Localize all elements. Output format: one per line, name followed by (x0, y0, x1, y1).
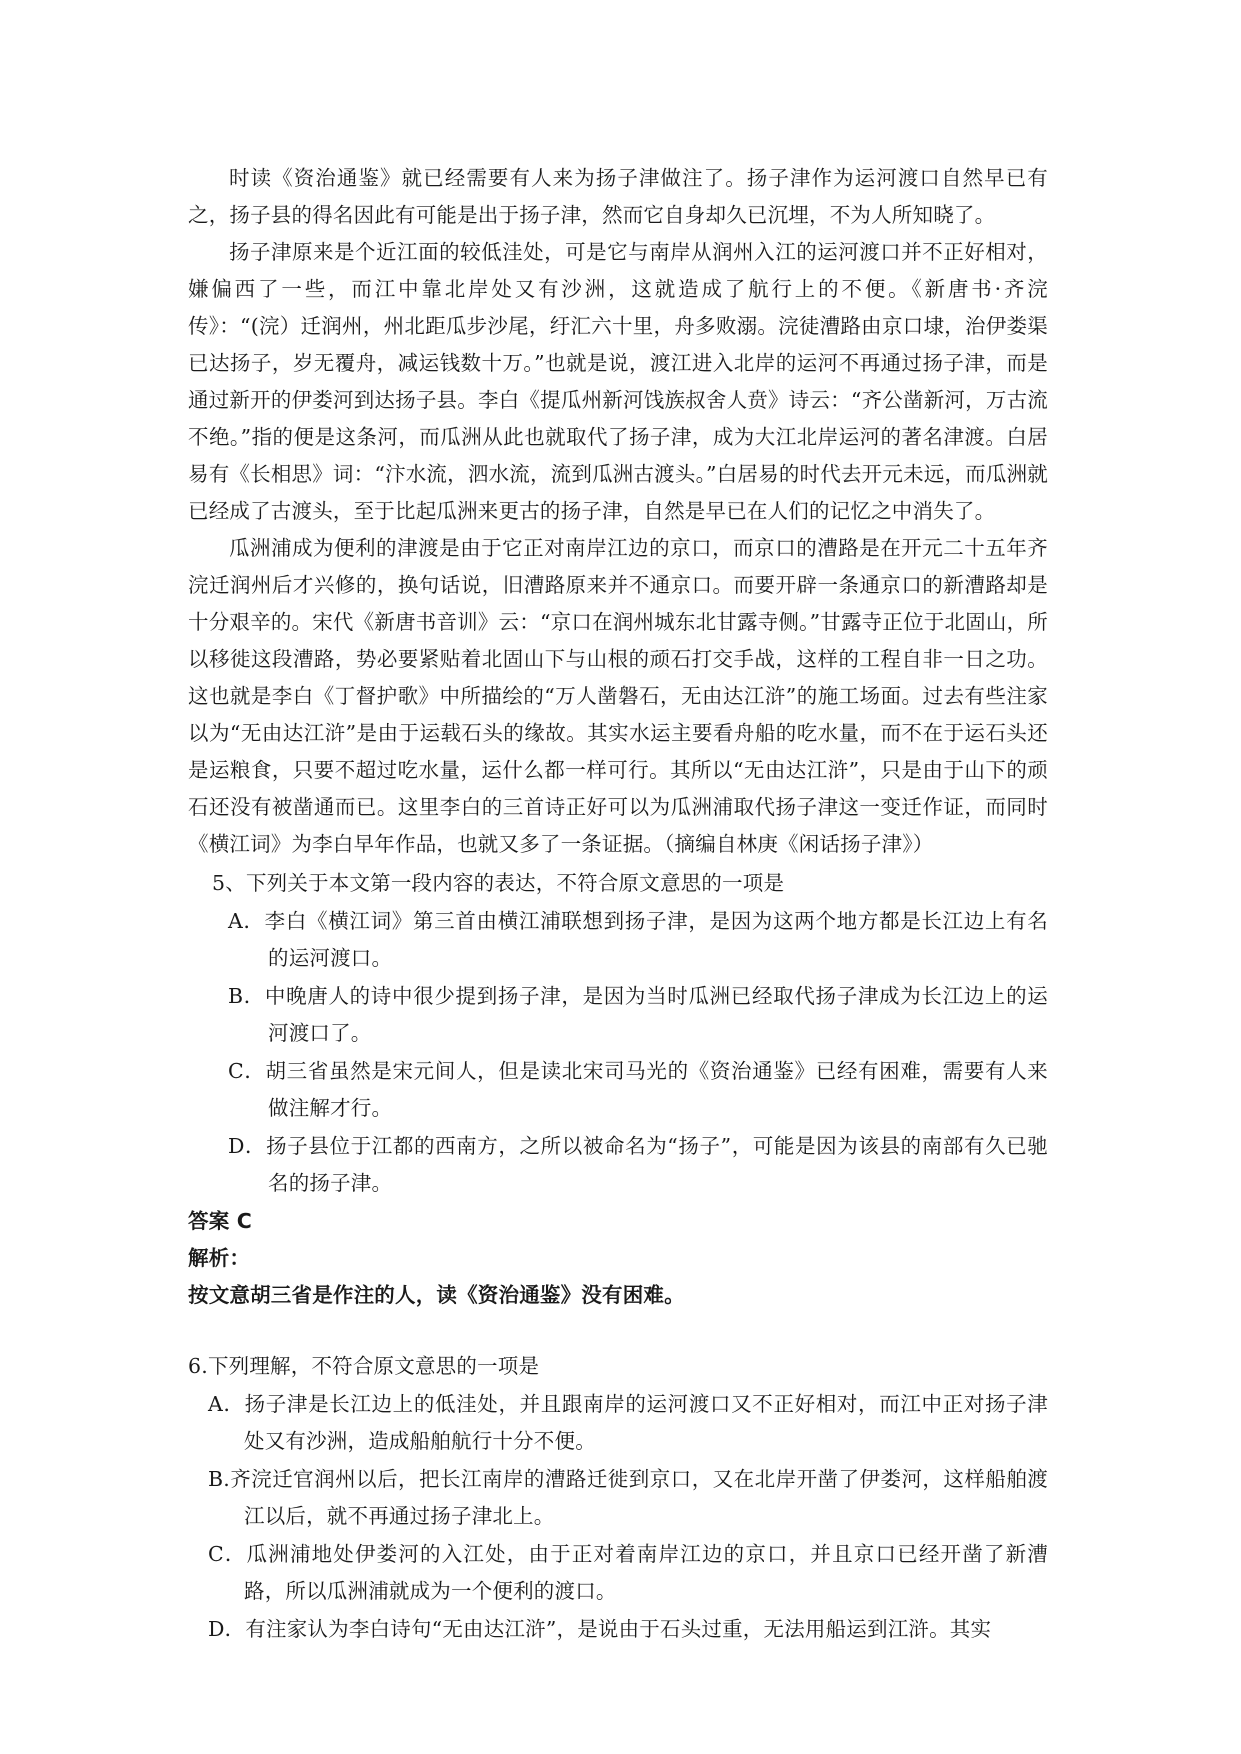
question-5-option-b: B．中晚唐人的诗中很少提到扬子津，是因为当时瓜洲已经取代扬子津成为长江边上的运河渡口了。 (228, 984, 1048, 1045)
question-5-analysis-label: 解析： (188, 1246, 251, 1270)
paragraph-3: 瓜洲浦成为便利的津渡是由于它正对南岸江边的京口，而京口的漕路是在开元二十五年齐浣迁润州后才兴修的，换句话说，旧漕路原来并不通京口。而要开辟一条通京口的新漕路却是十分艰辛的。宋代《新唐书音训》云：“京口在润州城东北甘露寺侧。”甘露寺正位于北固山，所以移徙这段漕路，势必要紧贴着北固山下与山根的顽石打交手战，这样的工程自非一日之功。这也就是李白《丁督护歌》中所描绘的“万人凿磐石，无由达江浒”的施工场面。过去有些注家以为“无由达江浒”是由于运载石头的缘故。其实水运主要看舟船的吃水量，而不在于运石头还是运粮食，只要不超过吃水量，运什么都一样可行。其所以“无由达江浒”，只是由于山下的顽石还没有被凿通而已。这里李白的三首诗正好可以为瓜洲浦取代扬子津这一变迁作证，而同时《横江词》为李白早年作品，也就又多了一条证据。（摘编自林庚《闲话扬子津》） (188, 536, 1048, 856)
document-body (188, 160, 1048, 1649)
spacer (188, 1314, 1048, 1348)
question-6-option-a: A．扬子津是长江边上的低洼处，并且跟南岸的运河渡口又不正好相对，而江中正对扬子津处又有沙洲，造成船舶航行十分不便。 (208, 1392, 1048, 1453)
question-5-stem: 5、下列关于本文第一段内容的表达，不符合原文意思的一项是 (212, 871, 785, 895)
question-6-stem: 6.下列理解，不符合原文意思的一项是 (188, 1354, 540, 1378)
question-5-answer: 答案 C (188, 1209, 252, 1233)
question-5-option-c: C．胡三省虽然是宋元间人，但是读北宋司马光的《资治通鉴》已经有困难，需要有人来做注解才行。 (228, 1059, 1048, 1120)
question-6-option-c: C．瓜洲浦地处伊娄河的入江处，由于正对着南岸江边的京口，并且京口已经开凿了新漕路，所以瓜洲浦就成为一个便利的渡口。 (208, 1542, 1048, 1603)
question-5-analysis: 按文意胡三省是作注的人，读《资治通鉴》没有困难。 (188, 1283, 685, 1307)
question-6-option-b: B.齐浣迁官润州以后，把长江南岸的漕路迁徙到京口，又在北岸开凿了伊娄河，这样船舶渡江以后，就不再通过扬子津北上。 (208, 1467, 1048, 1528)
paragraph-2: 扬子津原来是个近江面的较低洼处，可是它与南岸从润州入江的运河渡口并不正好相对，嫌偏西了一些，而江中靠北岸处又有沙洲，这就造成了航行上的不便。《新唐书·齐浣传》：“(浣）迁润州，州北距瓜步沙尾，纡汇六十里，舟多败溺。浣徒漕路由京口埭，治伊娄渠已达扬子，岁无覆舟，减运钱数十万。”也就是说，渡江进入北岸的运河不再通过扬子津，而是通过新开的伊娄河到达扬子县。李白《提瓜州新河饯族叔舍人贲》诗云：“齐公凿新河，万古流不绝。”指的便是这条河，而瓜洲从此也就取代了扬子津，成为大江北岸运河的著名津渡。白居易有《长相思》词：“汴水流，泗水流，流到瓜洲古渡头。”白居易的时代去开元未远，而瓜洲就已经成了古渡头，至于比起瓜洲来更古的扬子津，自然是早已在人们的记忆之中消失了。 (188, 240, 1048, 523)
question-6-option-d: D．有注家认为李白诗句“无由达江浒”，是说由于石头过重，无法用船运到江浒。其实 (208, 1617, 992, 1641)
question-5-option-d: D．扬子县位于江都的西南方，之所以被命名为“扬子”，可能是因为该县的南部有久已驰名的扬子津。 (228, 1134, 1048, 1195)
question-5-option-a: A．李白《横江词》第三首由横江浦联想到扬子津，是因为这两个地方都是长江边上有名的运河渡口。 (228, 909, 1048, 970)
paragraph-1: 时读《资治通鉴》就已经需要有人来为扬子津做注了。扬子津作为运河渡口自然早已有之，扬子县的得名因此有可能是出于扬子津，然而它自身却久已沉埋，不为人所知晓了。 (188, 166, 1048, 227)
